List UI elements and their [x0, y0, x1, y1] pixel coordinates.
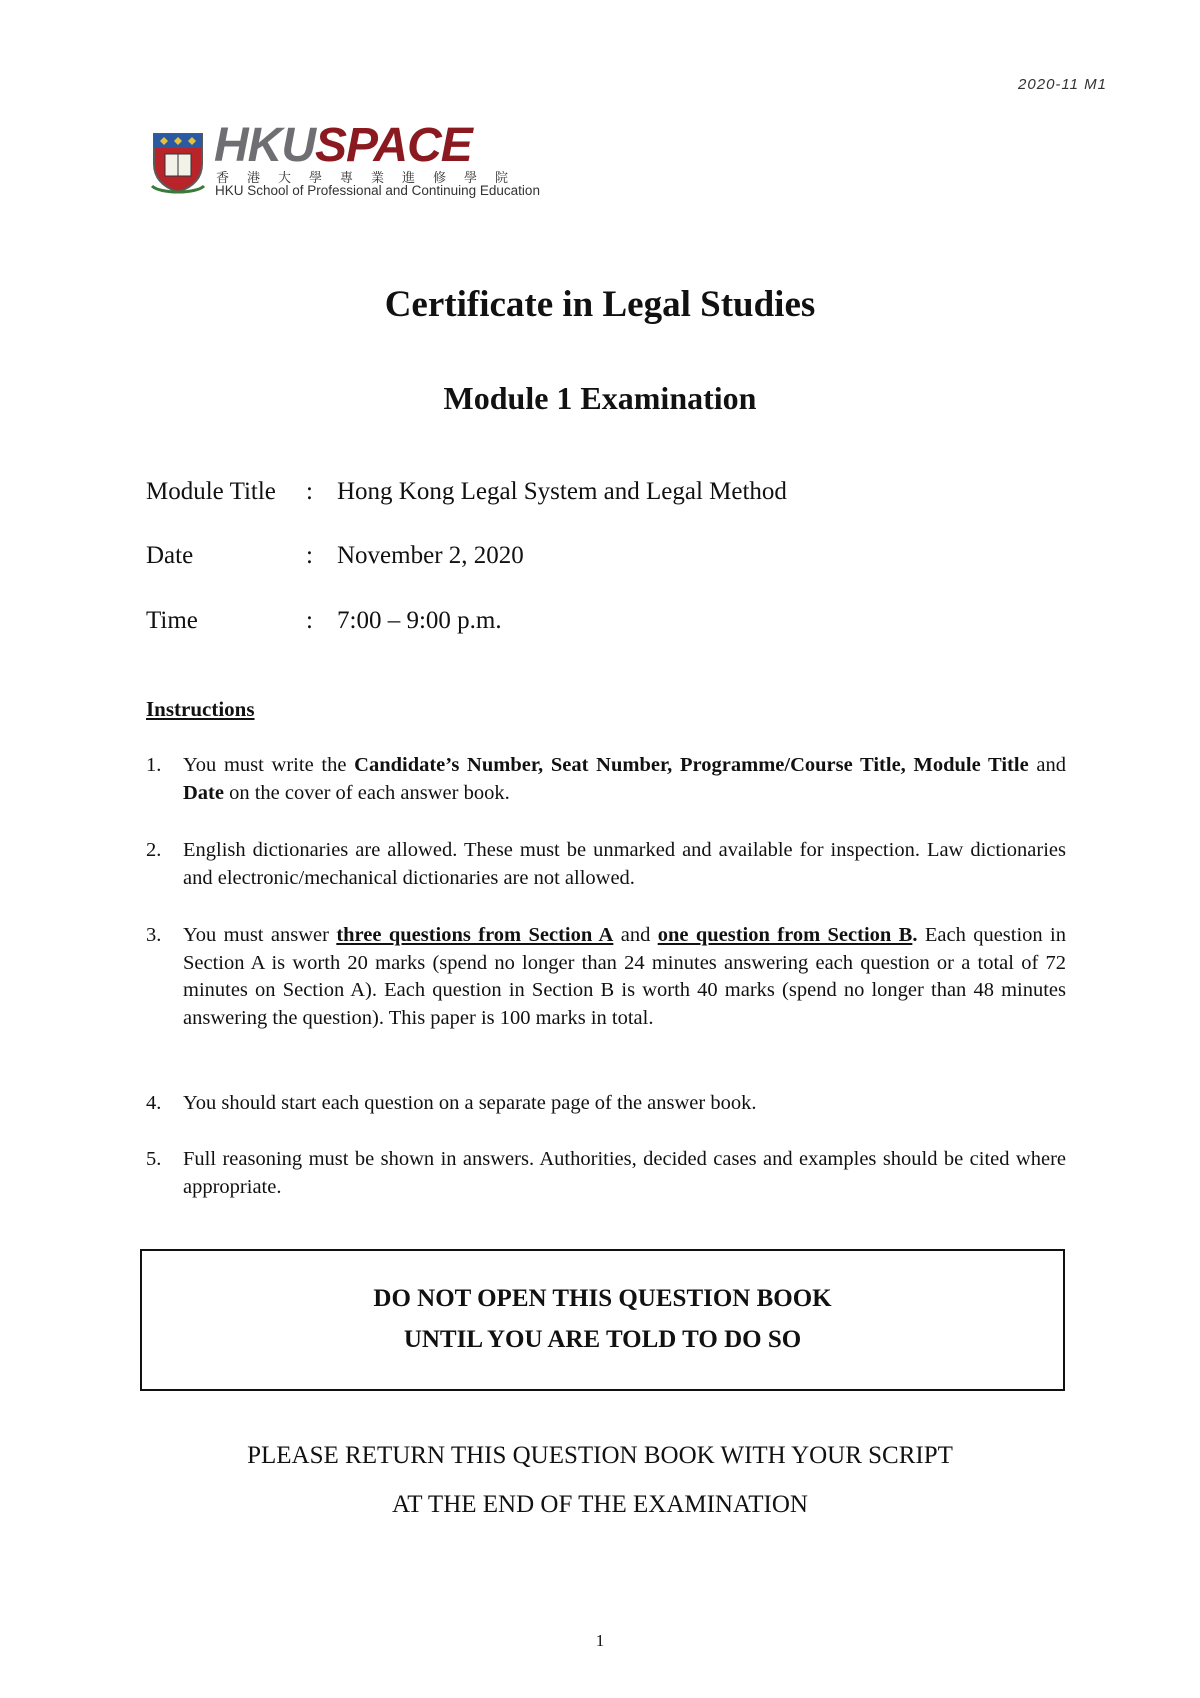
logo-english-name: HKU School of Professional and Continuing Education: [215, 183, 540, 198]
instruction-text: You must answer three questions from Section A and one question from Section B. Each question in Section A is worth 20 marks (spend no longer than 24 minutes answering each question or a total of 72 minutes on Section A). Each question in Section B is worth 40 marks (spend no longer than 48 minutes answering the question). This paper is 100 marks in total.: [183, 924, 1066, 1029]
university-crest-icon: [150, 130, 206, 194]
instruction-number: 4.: [146, 1092, 162, 1114]
logo-chinese-name: 香港大學專業進修學院: [216, 171, 527, 186]
info-row-module-title: Module Title : Hong Kong Legal System and Legal Method: [146, 478, 787, 505]
instruction-item: [146, 837, 1066, 892]
instruction-number: 1.: [146, 754, 162, 776]
instruction-text: You must write the Candidate’s Number, Seat Number, Programme/Course Title, Module Title and Date on the cover of each answer book.: [183, 754, 1066, 804]
hkuspace-logo: [150, 119, 550, 200]
info-label: Module Title: [146, 478, 276, 505]
logo-space-text: SPACE: [315, 119, 472, 172]
notice-line: UNTIL YOU ARE TOLD TO DO SO: [403, 1326, 802, 1353]
instruction-text: Full reasoning must be shown in answers. Authorities, decided cases and examples should be cited where appropriate.: [183, 1148, 1066, 1198]
notice-line: DO NOT OPEN THIS QUESTION BOOK: [373, 1285, 832, 1312]
instruction-item: [146, 752, 1066, 807]
logo-hku-text: HKU: [214, 119, 315, 172]
info-value: 7:00 – 9:00 p.m.: [337, 607, 502, 634]
logo-wordmark: [214, 119, 472, 172]
info-value: Hong Kong Legal System and Legal Method: [337, 478, 787, 505]
info-label: Date: [146, 542, 194, 569]
instructions-heading: Instructions: [146, 697, 255, 721]
info-row-time: Time : 7:00 – 9:00 p.m.: [146, 607, 502, 634]
instruction-text: You should start each question on a separate page of the answer book.: [183, 1092, 757, 1114]
instruction-item: [146, 1090, 1066, 1118]
return-notice-line: PLEASE RETURN THIS QUESTION BOOK WITH YOUR SCRIPT: [247, 1442, 953, 1469]
instruction-text: English dictionaries are allowed. These must be unmarked and available for inspection. Law dictionaries and electronic/mechanical dictionaries are not allowed.: [183, 839, 1066, 889]
instruction-number: 5.: [146, 1148, 162, 1170]
info-row-date: Date : November 2, 2020: [146, 542, 524, 569]
document-code: 2020-11 M1: [1018, 76, 1107, 93]
info-value: November 2, 2020: [337, 542, 524, 569]
info-label: Time: [146, 607, 198, 634]
instruction-number: 3.: [146, 924, 162, 946]
do-not-open-notice: [140, 1249, 1065, 1391]
page-number: 1: [595, 1631, 605, 1650]
instruction-item: [146, 922, 1066, 1032]
document-title: Certificate in Legal Studies: [384, 284, 816, 325]
document-subtitle: Module 1 Examination: [443, 380, 757, 416]
instruction-number: 2.: [146, 839, 162, 861]
return-notice-line: AT THE END OF THE EXAMINATION: [392, 1491, 808, 1518]
instruction-item: [146, 1146, 1066, 1201]
